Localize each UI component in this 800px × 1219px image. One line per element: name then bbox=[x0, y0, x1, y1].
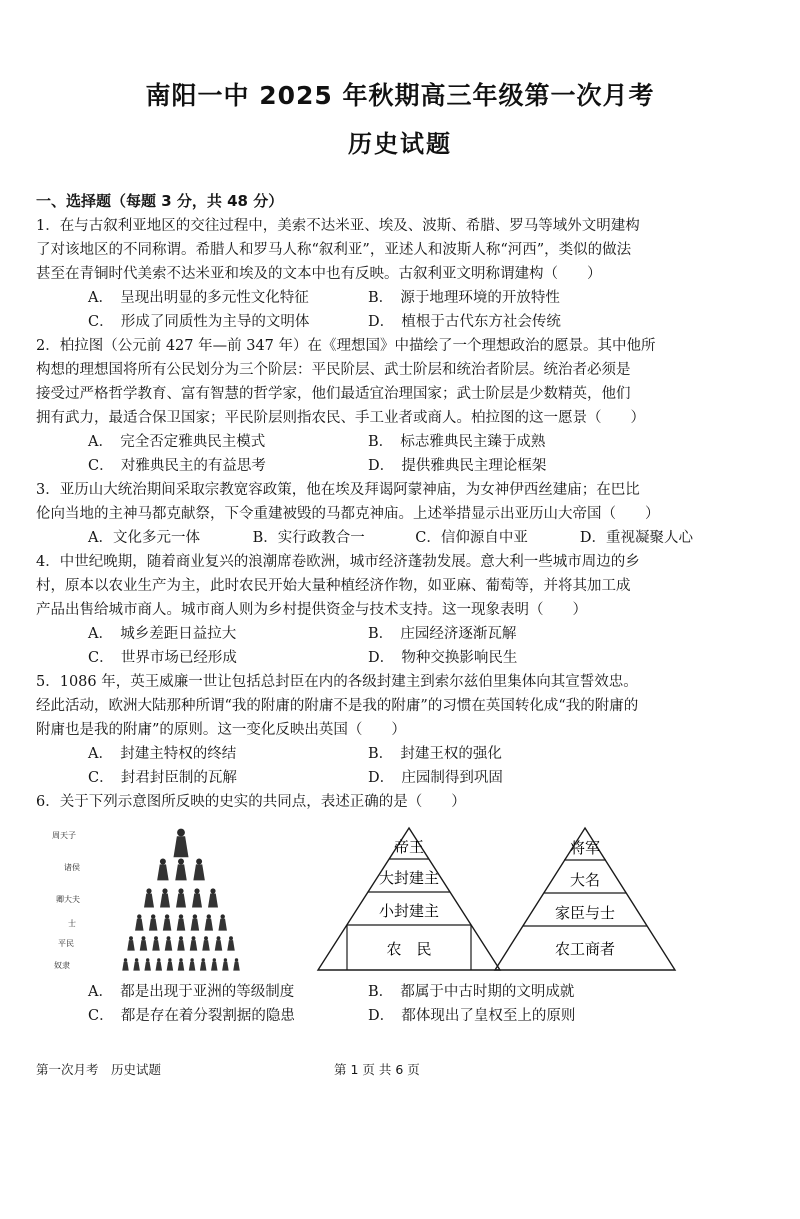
figurine bbox=[192, 888, 202, 907]
question-1-stem bbox=[36, 214, 776, 286]
option-b[interactable]: B．实行政教合一 bbox=[252, 530, 365, 546]
figurine bbox=[191, 914, 200, 930]
figurine bbox=[160, 888, 170, 907]
zhou-hierarchy-figure bbox=[46, 820, 296, 980]
pyramid-level-label: 帝王 bbox=[393, 838, 425, 856]
figurine bbox=[215, 936, 223, 950]
figurine bbox=[163, 914, 172, 930]
pyramid-level-label: 将军 bbox=[569, 839, 601, 857]
option-a[interactable]: A． 完全否定雅典民主模式 bbox=[88, 434, 266, 450]
level-label: 平民 bbox=[58, 939, 74, 948]
figurine bbox=[122, 958, 129, 970]
footer-page-number: 第 1 页 共 6 页 bbox=[334, 1062, 420, 1077]
pyramid-level-label: 大名 bbox=[569, 871, 601, 889]
option-d[interactable]: D． 物种交换影响民生 bbox=[368, 650, 518, 666]
option-d[interactable]: D． 庄园制得到巩固 bbox=[368, 770, 503, 786]
figurine bbox=[200, 958, 207, 970]
figurine bbox=[175, 858, 187, 880]
option-a[interactable]: A． 呈现出明显的多元性文化特征 bbox=[88, 290, 309, 306]
question-line: 3．亚历山大统治期间采取宗教宽容政策，他在埃及拜谒阿蒙神庙，为女神伊西丝建庙；在巴比 bbox=[36, 482, 640, 498]
question-4-stem bbox=[36, 550, 776, 622]
question-line: 5．1086 年，英王威廉一世让包括总封臣在内的各级封建主到索尔兹伯里集体向其宣誓效忠。 bbox=[36, 674, 638, 690]
figurine bbox=[174, 829, 189, 858]
option-a[interactable]: A． 封建主特权的终结 bbox=[88, 746, 237, 762]
question-3-stem bbox=[36, 478, 776, 526]
option-c[interactable]: C． 封君封臣制的瓦解 bbox=[88, 770, 237, 786]
question-1-options bbox=[36, 286, 776, 334]
question-line: 经此活动，欧洲大陆那种所谓“我的附庸的附庸不是我的附庸”的习惯在英国转化成“我的附庸的 bbox=[36, 698, 639, 714]
page-title: 南阳一中 2025 年秋期高三年级第一次月考 bbox=[145, 81, 655, 110]
figurine bbox=[127, 936, 135, 950]
figurine bbox=[167, 958, 174, 970]
option-b[interactable]: B． 源于地理环境的开放特性 bbox=[368, 290, 560, 306]
figurine bbox=[140, 936, 148, 950]
pyramid-level-label: 农工商者 bbox=[554, 940, 616, 958]
figurine bbox=[202, 936, 210, 950]
figurine bbox=[176, 888, 186, 907]
question-6-figures bbox=[36, 820, 776, 980]
figurine bbox=[133, 958, 140, 970]
question-line: 1．在与古叙利亚地区的交往过程中，美索不达米亚、埃及、波斯、希腊、罗马等域外文明建构 bbox=[36, 218, 640, 234]
question-line: 了对该地区的不同称谓。希腊人和罗马人称“叙利亚”，亚述人和波斯人称“河西”，类似的做法 bbox=[36, 242, 632, 258]
figurine bbox=[218, 914, 227, 930]
pyramid-level-label: 农 民 bbox=[386, 940, 432, 958]
figurine bbox=[157, 858, 169, 880]
option-c[interactable]: C． 形成了同质性为主导的文明体 bbox=[88, 314, 310, 330]
figurine bbox=[189, 958, 196, 970]
question-4-options bbox=[36, 622, 776, 670]
question-6-options bbox=[36, 980, 776, 1028]
question-2-stem bbox=[36, 334, 776, 430]
level-label: 士 bbox=[68, 919, 76, 928]
question-line: 4．中世纪晚期，随着商业复兴的浪潮席卷欧洲，城市经济蓬勃发展。意大利一些城市周边的乡 bbox=[36, 554, 640, 570]
option-c[interactable]: C． 都是存在着分裂割据的隐患 bbox=[88, 1008, 295, 1024]
question-line: 伦向当地的主神马都克献祭，下令重建被毁的马都克神庙。上述举措显示出亚历山大帝国（ ） bbox=[36, 506, 660, 522]
question-line: 村，原本以农业生产为主，此时农民开始大量种植经济作物，如亚麻、葡萄等，并将其加工成 bbox=[36, 578, 631, 594]
question-2-options bbox=[36, 430, 776, 478]
option-b[interactable]: B． 庄园经济逐渐瓦解 bbox=[368, 626, 517, 642]
option-c[interactable]: C．信仰源自中亚 bbox=[415, 530, 528, 546]
footer-exam-name: 第一次月考 历史试题 bbox=[36, 1062, 162, 1077]
option-a[interactable]: A．文化多元一体 bbox=[88, 530, 200, 546]
level-label: 周天子 bbox=[52, 831, 76, 840]
figurine bbox=[208, 888, 218, 907]
option-b[interactable]: B． 标志雅典民主臻于成熟 bbox=[368, 434, 546, 450]
question-5-stem bbox=[36, 670, 776, 742]
question-line: 构想的理想国将所有公民划分为三个阶层：平民阶层、武士阶层和统治者阶层。统治者必须是 bbox=[36, 362, 631, 378]
europe-feudal-pyramid bbox=[314, 824, 504, 974]
figurine bbox=[233, 958, 240, 970]
option-b[interactable]: B． 都属于中古时期的文明成就 bbox=[368, 984, 575, 1000]
figurine bbox=[177, 914, 186, 930]
option-c[interactable]: C． 对雅典民主的有益思考 bbox=[88, 458, 266, 474]
question-line: 甚至在青铜时代美索不达米亚和埃及的文本中也有反映。古叙利亚文明称谓建构（ ） bbox=[36, 266, 602, 282]
question-3-options bbox=[36, 526, 776, 550]
option-d[interactable]: D． 植根于古代东方社会传统 bbox=[368, 314, 561, 330]
option-a[interactable]: A． 城乡差距日益拉大 bbox=[88, 626, 237, 642]
japan-hierarchy-pyramid bbox=[491, 824, 679, 974]
figurine bbox=[156, 958, 163, 970]
question-5-options bbox=[36, 742, 776, 790]
figurine bbox=[165, 936, 173, 950]
pyramid-level-label: 家臣与士 bbox=[554, 904, 616, 922]
option-d[interactable]: D． 提供雅典民主理论框架 bbox=[368, 458, 547, 474]
question-line: 附庸也是我的附庸”的原则。这一变化反映出英国（ ） bbox=[36, 722, 406, 738]
exam-content bbox=[36, 188, 776, 1028]
figurine bbox=[135, 914, 144, 930]
figurine bbox=[222, 958, 229, 970]
level-label: 卿大夫 bbox=[56, 895, 80, 904]
option-d[interactable]: D． 都体现出了皇权至上的原则 bbox=[368, 1008, 576, 1024]
option-a[interactable]: A． 都是出现于亚洲的等级制度 bbox=[88, 984, 295, 1000]
question-line: 拥有武力，最适合保卫国家；平民阶层则指农民、手工业者或商人。柏拉图的这一愿景（ ） bbox=[36, 410, 645, 426]
figurine bbox=[205, 914, 214, 930]
figurine bbox=[152, 936, 160, 950]
option-d[interactable]: D．重视凝聚人心 bbox=[579, 530, 693, 546]
page-subtitle: 历史试题 bbox=[348, 130, 452, 158]
option-b[interactable]: B． 封建王权的强化 bbox=[368, 746, 502, 762]
question-line: 产品出售给城市商人。城市商人则为乡村提供资金与技术支持。这一现象表明（ ） bbox=[36, 602, 587, 618]
question-6-stem bbox=[36, 790, 776, 814]
pyramid-level-label: 大封建主 bbox=[378, 869, 440, 887]
question-line: 接受过严格哲学教育、富有智慧的哲学家，他们最适宜治理国家；武士阶层是少数精英，他们 bbox=[36, 386, 631, 402]
option-c[interactable]: C． 世界市场已经形成 bbox=[88, 650, 237, 666]
level-label: 诸侯 bbox=[64, 863, 80, 872]
figurine bbox=[227, 936, 235, 950]
figurine-rows bbox=[122, 829, 240, 971]
figurine bbox=[144, 888, 154, 907]
figurine bbox=[178, 958, 185, 970]
figurine bbox=[177, 936, 185, 950]
pyramid-level-label: 小封建主 bbox=[378, 902, 440, 920]
question-line: 2．柏拉图（公元前 427 年—前 347 年）在《理想国》中描绘了一个理想政治的愿景。其中他所 bbox=[36, 338, 656, 354]
figurine bbox=[193, 858, 205, 880]
figurine bbox=[144, 958, 151, 970]
level-label: 奴隶 bbox=[54, 961, 70, 970]
question-line: 6．关于下列示意图所反映的史实的共同点，表述正确的是（ ） bbox=[36, 794, 466, 810]
figurine bbox=[190, 936, 198, 950]
figurine bbox=[149, 914, 158, 930]
page-footer bbox=[36, 1060, 776, 1080]
figurine bbox=[211, 958, 218, 970]
section-heading: 一、选择题（每题 3 分，共 48 分） bbox=[36, 192, 284, 210]
